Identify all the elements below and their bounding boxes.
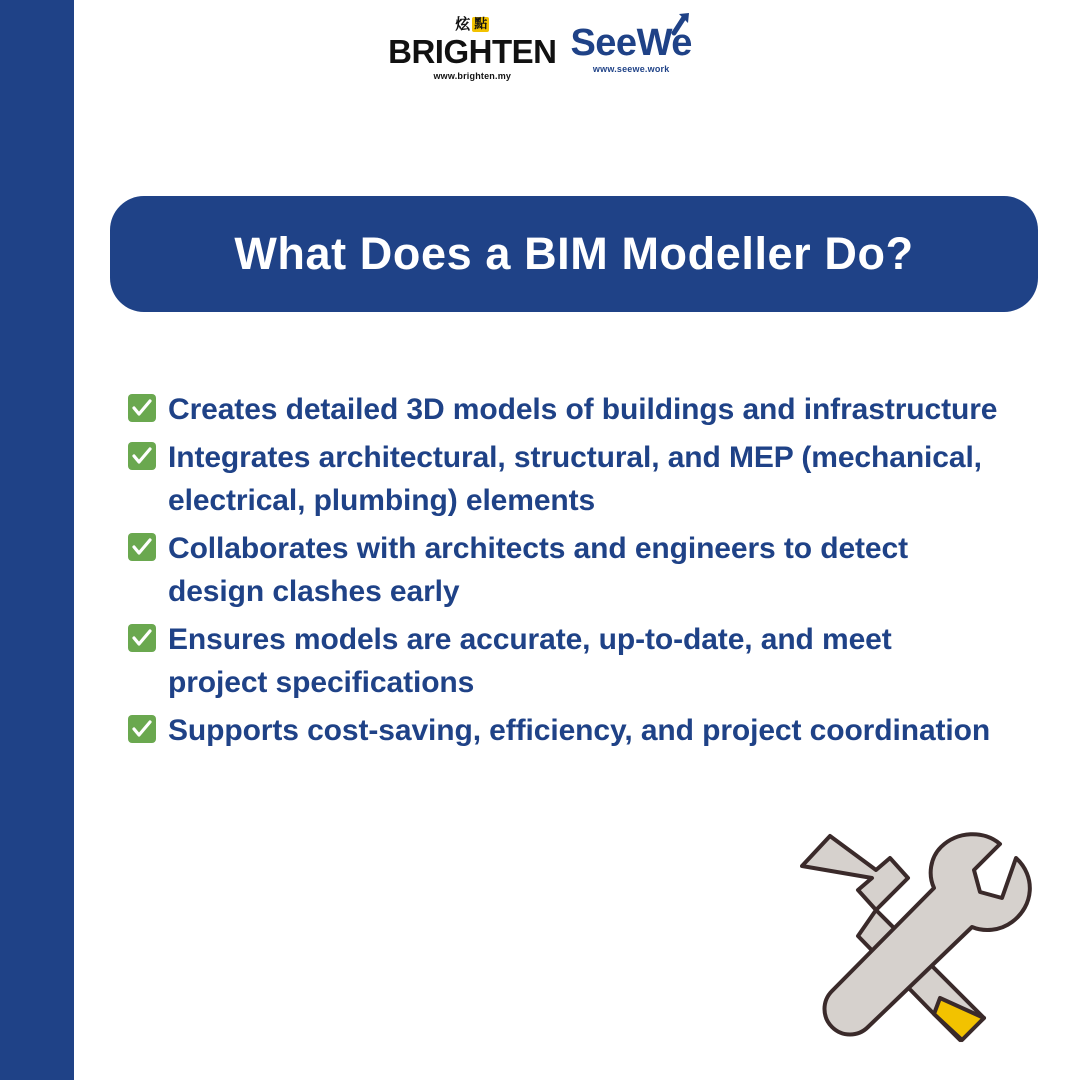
list-item-label: Creates detailed 3D models of buildings and infrastructure: [168, 393, 998, 426]
seewe-wordmark-text: SeeWe: [570, 22, 692, 64]
check-icon: [128, 442, 156, 470]
brighten-cjk-badge: 點: [474, 16, 488, 32]
left-accent-stripe: [0, 0, 74, 1080]
seewe-wordmark: [570, 24, 691, 62]
list-item-label: Collaborates with architects and engineers to detect design clashes early: [168, 531, 908, 608]
list-item: [128, 709, 1028, 753]
list-item: [128, 436, 1028, 523]
brighten-url: www.brighten.my: [433, 71, 512, 81]
bullet-list: [128, 388, 1028, 756]
seewe-url: www.seewe.work: [592, 64, 670, 74]
hammer-and-wrench-icon: [784, 818, 1044, 1048]
brighten-wordmark: BRIGHTEN: [388, 33, 557, 70]
check-icon: [128, 624, 156, 652]
check-icon: [128, 715, 156, 743]
list-item-label: Integrates architectural, structural, and MEP (mechanical, electrical, plumbing) elements: [168, 440, 982, 517]
list-item: [128, 618, 1028, 705]
page-title: What Does a BIM Modeller Do?: [234, 228, 914, 279]
logo-bar: [0, 14, 1080, 94]
list-item-label: Supports cost-saving, efficiency, and project coordination: [168, 713, 991, 747]
brighten-logo: [388, 14, 556, 81]
list-item-label: Ensures models are accurate, up-to-date, and meet project specifications: [168, 622, 892, 699]
logo-group: [388, 14, 692, 81]
up-arrow-icon: [668, 11, 694, 37]
list-item: [128, 388, 1028, 432]
seewe-logo: [570, 24, 691, 74]
check-icon: [128, 394, 156, 422]
brighten-cjk-row: [455, 14, 489, 34]
brighten-cjk-char: 炫: [455, 14, 471, 33]
title-banner: [110, 196, 1038, 312]
check-icon: [128, 533, 156, 561]
list-item: [128, 527, 1028, 614]
